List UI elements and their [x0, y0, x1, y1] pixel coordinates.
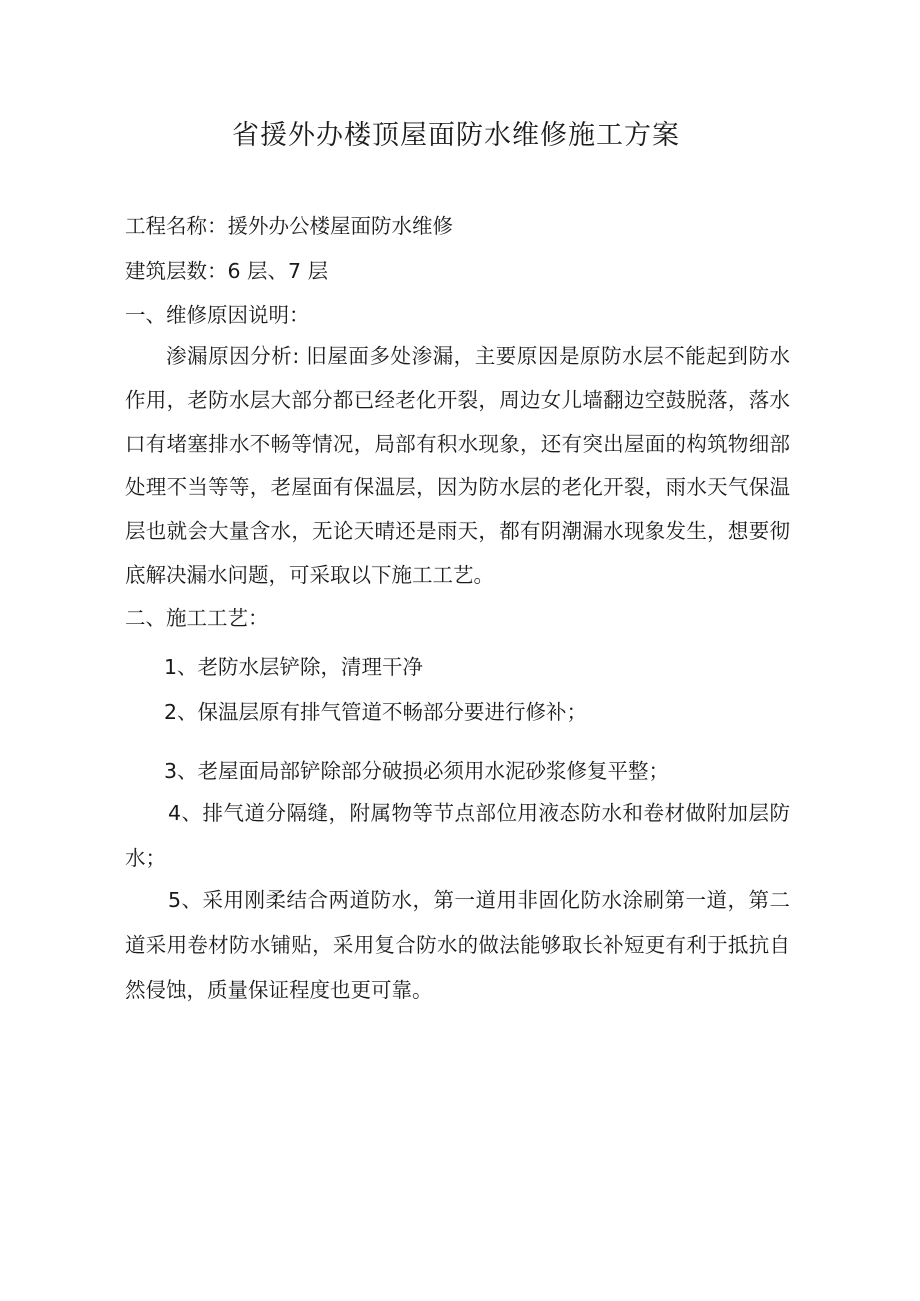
step-2: 2、保温层原有排气管道不畅部分要进行修补；: [164, 700, 588, 724]
building-floors-line: 建筑层数：6 层、7 层: [125, 259, 329, 283]
step-4: 4、排气道分隔缝，附属物等节点部位用液态防水和卷材做附加层防水；: [125, 801, 790, 870]
section2-heading: 二、施工工艺：: [125, 606, 269, 630]
step-5: 5、采用刚柔结合两道防水，第一道用非固化防水涂刷第一道，第二道采用卷材防水铺贴，采用复合防水的做法能够取长补短更有利于抵抗自然侵蚀，质量保证程度也更可靠。: [125, 888, 790, 1002]
section1-heading: 一、维修原因说明：: [125, 303, 310, 327]
document-title: 省援外办楼顶屋面防水维修施工方案: [232, 120, 680, 151]
project-name-line: 工程名称：援外办公楼屋面防水维修: [125, 214, 453, 238]
step-1: 1、老防水层铲除，清理干净: [164, 655, 424, 679]
section1-body: 渗漏原因分析: 旧屋面多处渗漏，主要原因是原防水层不能起到防水作用，老防水层大部分都已经老化开裂，周边女儿墙翻边空鼓脱落，落水口有堵塞排水不畅等情况，局部有积水现象，还有突出屋面的构筑物细部处理不当等等，老屋面有保温层，因为防水层的老化开裂，雨水天气保温层也就会大量含水，无论天晴还是雨天，都有阴潮漏水现象发生，想要彻底解决漏水问题，可采取以下施工工艺。: [125, 344, 790, 587]
step-3: 3、老屋面局部铲除部分破损必须用水泥砂浆修复平整；: [164, 759, 670, 783]
